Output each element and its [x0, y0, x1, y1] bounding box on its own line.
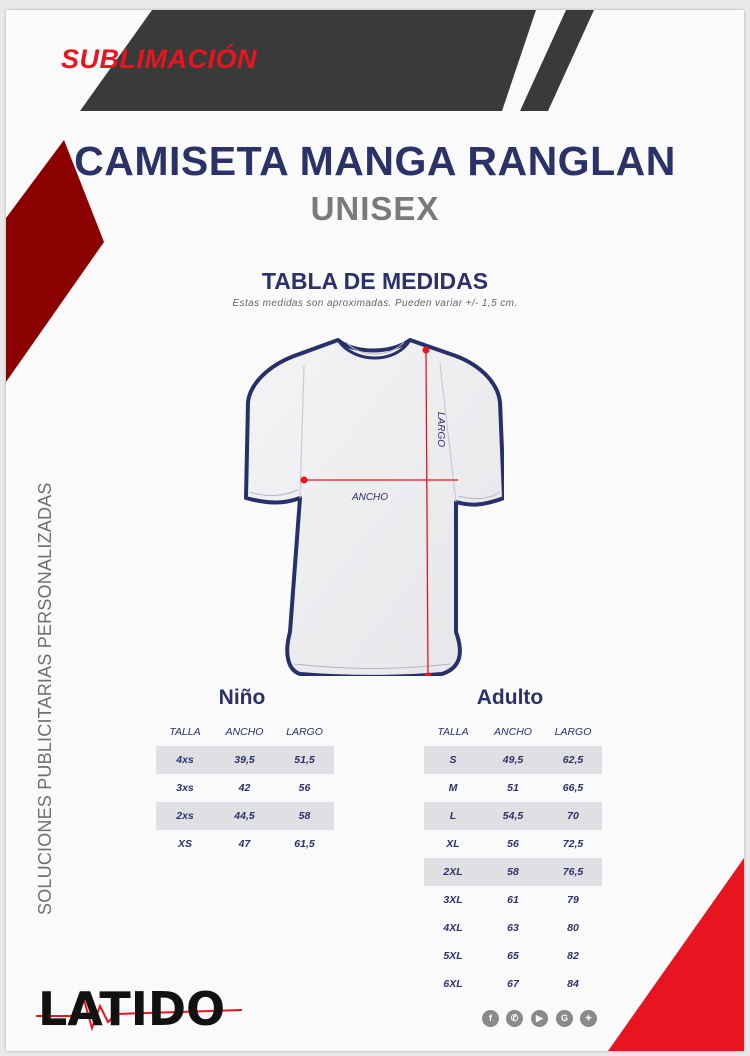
red-corner-triangle-shape: [608, 858, 744, 1051]
table-row: [156, 774, 334, 802]
table-cell: 72,5: [562, 838, 584, 850]
column-header: LARGO: [554, 726, 592, 738]
table-cell: 47: [238, 838, 251, 850]
table-cell: 58: [275, 802, 334, 830]
brand-logo-text: LATIDO: [38, 982, 226, 1036]
table-cell: 6XL: [443, 978, 463, 990]
table-row: [424, 774, 602, 802]
table-cell: 56: [507, 838, 519, 850]
table-row: [424, 830, 602, 858]
table-cell: XL: [446, 838, 460, 850]
length-label: LARGO: [435, 412, 446, 448]
table-cell: 61,5: [294, 838, 315, 850]
column-header: TALLA: [169, 726, 201, 738]
table-cell: 65: [507, 950, 519, 962]
category-label: SUBLIMACIÓN: [61, 44, 257, 74]
product-title: CAMISETA MANGA RANGLAN: [74, 138, 676, 184]
vertical-tagline: SOLUCIONES PUBLICITARIAS PERSONALIZADAS: [35, 482, 55, 915]
table-cell: 66,5: [562, 782, 584, 794]
table-row: [156, 830, 334, 858]
table-cell: 3XL: [443, 894, 463, 906]
table-cell: 3xs: [176, 782, 194, 794]
table-row: [424, 858, 602, 886]
column-header: LARGO: [286, 726, 323, 738]
table-row: [424, 886, 602, 914]
product-subtitle: UNISEX: [310, 190, 440, 227]
table-cell: S: [424, 746, 482, 774]
youtube-icon[interactable]: ▶: [531, 1010, 548, 1027]
table-row: [156, 802, 334, 830]
table-cell: 67: [507, 978, 519, 990]
tshirt-outline: [246, 340, 504, 676]
table-cell: 42: [238, 782, 251, 794]
table-cell: 70: [544, 802, 602, 830]
adult-size-table: [424, 718, 602, 998]
table-row: [424, 914, 602, 942]
table-cell: 5XL: [443, 950, 463, 962]
table-cell: 51: [507, 782, 519, 794]
table-cell: 76,5: [544, 858, 602, 886]
table-cell: 49,5: [482, 746, 544, 774]
whatsapp-icon[interactable]: ✆: [506, 1010, 523, 1027]
table-cell: M: [448, 782, 458, 794]
measurements-note: Estas medidas son aproximadas. Pueden variar +/- 1,5 cm.: [232, 298, 518, 309]
table-row: [424, 802, 602, 830]
column-header: ANCHO: [494, 726, 532, 738]
table-cell: 79: [567, 894, 579, 906]
facebook-icon[interactable]: f: [482, 1010, 499, 1027]
table-row: [424, 942, 602, 970]
column-header: ANCHO: [225, 726, 264, 738]
google-plus-icon[interactable]: G: [556, 1010, 573, 1027]
length-start-dot: [423, 347, 430, 354]
table-cell: 82: [567, 950, 579, 962]
table-header-row: [156, 718, 334, 746]
table-cell: 2xs: [156, 802, 214, 830]
table-cell: 4xs: [156, 746, 214, 774]
width-start-dot: [301, 477, 308, 484]
dark-stripe-shape: [520, 10, 594, 111]
column-header: TALLA: [437, 726, 469, 738]
table-row: [156, 746, 334, 774]
twitter-icon[interactable]: ✦: [580, 1010, 597, 1027]
table-cell: 51,5: [275, 746, 334, 774]
table-cell: 2XL: [424, 858, 482, 886]
table-cell: L: [424, 802, 482, 830]
kids-table-title: Niño: [218, 686, 266, 709]
table-cell: 61: [507, 894, 519, 906]
table-cell: 63: [507, 922, 519, 934]
width-label: ANCHO: [351, 492, 389, 503]
table-cell: 39,5: [214, 746, 275, 774]
table-cell: 56: [298, 782, 311, 794]
table-cell: 44,5: [214, 802, 275, 830]
table-cell: 80: [567, 922, 579, 934]
kids-size-table: [156, 718, 334, 858]
measurements-title: TABLA DE MEDIDAS: [261, 268, 489, 294]
table-cell: 84: [567, 978, 579, 990]
table-cell: 54,5: [482, 802, 544, 830]
table-cell: XS: [177, 838, 192, 850]
table-row: [424, 970, 602, 998]
document-sheet: [6, 10, 744, 1051]
table-row: [424, 746, 602, 774]
table-cell: 4XL: [443, 922, 463, 934]
table-header-row: [424, 718, 602, 746]
adult-table-title: Adulto: [476, 686, 544, 709]
table-cell: 62,5: [544, 746, 602, 774]
tshirt-diagram: [242, 332, 504, 676]
table-cell: 58: [482, 858, 544, 886]
